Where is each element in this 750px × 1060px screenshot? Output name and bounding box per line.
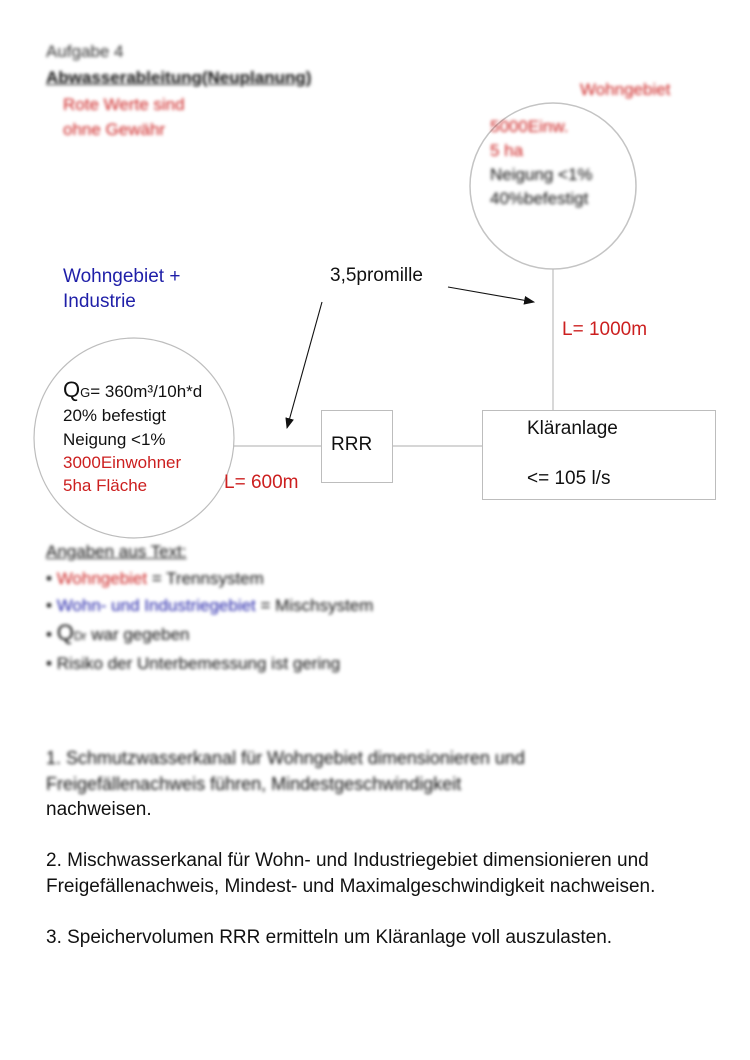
text-data-item: • Wohn- und Industriegebiet = Mischsystem [46, 596, 374, 615]
rrr-label: RRR [331, 434, 373, 455]
gradient-arrow-left [287, 302, 322, 428]
mixed-sealed: 20% befestigt [63, 406, 167, 425]
mixed-slope: Neigung <1% [63, 430, 166, 449]
residential-area: 5 ha [490, 141, 524, 160]
mixed-label-line2: Industrie [63, 291, 136, 312]
disclaimer-line1: Rote Werte sind [63, 95, 185, 114]
text-data-list [46, 565, 373, 677]
text-data-item4: Risiko der Unterbemessung ist gering [56, 654, 341, 673]
text-data-heading: Angaben aus Text: [46, 542, 187, 561]
task1-line2: Freigefällenachweis führen, Mindestgeschwindigkeit [46, 774, 462, 794]
task1-line3: nachweisen. [46, 799, 152, 820]
task1-line1: 1. Schmutzwasserkanal für Wohngebiet dimensionieren und [46, 748, 525, 768]
text-data-item: • Wohngebiet = Trennsystem [46, 569, 264, 588]
gradient-arrow-right [448, 287, 534, 302]
text-data-item2-rest: = Mischsystem [255, 596, 374, 615]
text-data-item: • Risiko der Unterbemessung ist gering [46, 654, 341, 673]
task-list [46, 745, 696, 951]
residential-slope: Neigung <1% [490, 165, 593, 184]
text-data-item: • QDr war gegeben [46, 620, 190, 645]
residential-population: 5000Einw. [490, 117, 569, 136]
treatment-plant-capacity: <= 105 l/s [527, 468, 611, 489]
text-data-item1-rest: = Trennsystem [147, 569, 264, 588]
task-number: Aufgabe 4 [46, 42, 124, 61]
text-data-item3-symbol: Q [56, 620, 74, 645]
task3: 3. Speichervolumen RRR ermitteln um Kläranlage voll auszulasten. [46, 927, 613, 948]
mixed-population: 3000Einwohner [63, 453, 182, 472]
disclaimer-line2: ohne Gewähr [63, 120, 166, 139]
residential-label: Wohngebiet [580, 80, 671, 99]
task-title: Abwasserableitung(Neuplanung) [46, 68, 312, 87]
q-symbol: Q [63, 377, 81, 402]
text-data-item3-sub: Dr [73, 629, 87, 643]
task2: 2. Mischwasserkanal für Wohn- und Industriegebiet dimensionieren und Freigefällenachweis, Mindest- und Maximalgeschwindigkeit nachweisen. [46, 850, 656, 897]
treatment-plant-label: Kläranlage [527, 418, 618, 439]
gradient-label: 3,5promille [330, 265, 423, 286]
text-data-item2-colored: Wohn- und Industriegebiet [56, 596, 256, 615]
q-value: = 360m³/10h*d [90, 382, 203, 401]
mixed-area: 5ha Fläche [63, 476, 148, 495]
residential-sealed: 40%befestigt [490, 189, 589, 208]
length-residential-pipe: L= 1000m [562, 319, 648, 340]
mixed-label-line1: Wohngebiet + [63, 266, 181, 287]
mixed-dry-flow [63, 378, 202, 405]
length-mixed-pipe: L= 600m [224, 472, 299, 493]
text-data-item1-colored: Wohngebiet [56, 569, 148, 588]
text-data-item3-rest: war gegeben [86, 625, 190, 644]
q-subscript: G [80, 385, 91, 400]
